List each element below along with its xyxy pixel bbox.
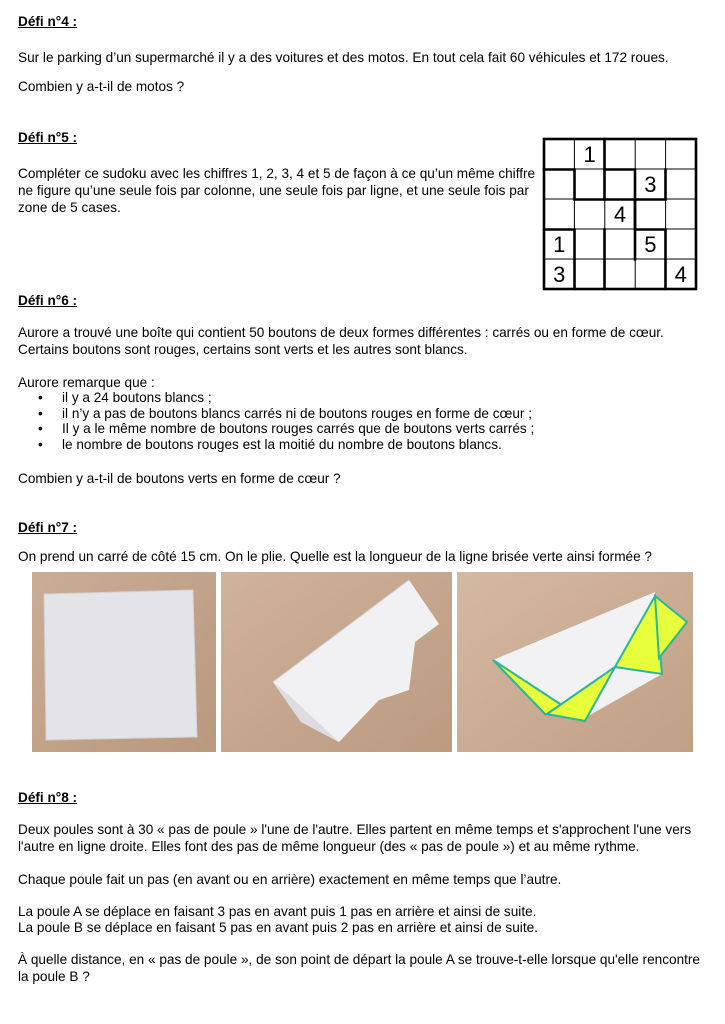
defi8-text2: Chaque poule fait un pas (en avant ou en arrière) exactement en même temps que l’autre. [18, 872, 562, 887]
defi8-text3b: La poule B se déplace en faisant 5 pas en avant puis 2 pas en arrière et ainsi de suite. [18, 920, 538, 935]
sudoku-cell-value: 1 [553, 232, 566, 257]
defi4-question: Combien y a-t-il de motos ? [18, 79, 185, 94]
defi8-text3a: La poule A se déplace en faisant 3 pas en avant puis 1 pas en arrière et ainsi de suite. [18, 904, 537, 919]
defi6-text: Aurore a trouvé une boîte qui contient 50 boutons de deux formes différentes : carrés ou en forme de cœur. Certains boutons sont rouges, certains sont verts et les autres sont blancs. [18, 325, 664, 357]
defi4-text: Sur le parking d’un supermarché il y a des voitures et des motos. En tout cela fait 60 véhicules et 172 roues. [18, 50, 669, 65]
list-item: • le nombre de boutons rouges est la moitié du nombre de boutons blancs. [18, 437, 708, 453]
defi7-title: Défi n°7 : [18, 520, 78, 535]
defi5-title: Défi n°5 : [18, 130, 78, 145]
defi6-remark: Aurore remarque que : [18, 375, 155, 390]
sudoku-cell-value: 1 [583, 142, 596, 167]
sudoku-cell-value: 5 [644, 232, 657, 257]
defi6-bullet-list [18, 390, 708, 452]
defi4-title: Défi n°4 : [18, 14, 78, 29]
defi5-text: Compléter ce sudoku avec les chiffres 1, 2, 3, 4 et 5 de façon à ce qu’un même chiffre ne figure qu’une seule fois par colonne, une seule fois par ligne, et une seule fois par zone de 5 cases. [18, 166, 536, 215]
defi8-question: À quelle distance, en « pas de poule », de son point de départ la poule A se trouve-t-elle lorsque qu'elle rencontre la poule B ? [18, 952, 700, 984]
list-item: • il y a 24 boutons blancs ; [18, 390, 708, 406]
list-item: • Il y a le même nombre de boutons rouges carrés que de boutons verts carrés ; [18, 421, 708, 437]
sudoku-grid [541, 137, 699, 291]
sudoku-cell-value: 4 [674, 262, 687, 287]
list-item: • il n’y a pas de boutons blancs carrés ni de boutons rouges en forme de cœur ; [18, 406, 708, 422]
defi6-question: Combien y a-t-il de boutons verts en forme de cœur ? [18, 471, 341, 486]
photo-square-paper [32, 572, 216, 752]
defi8-text1: Deux poules sont à 30 « pas de poule » l'une de l'autre. Elles partent en même temps et s'approchent l'une vers l'autre en ligne droite. Elles font des pas de même longueur (des « pas de poule ») et au même rythme. [18, 822, 692, 854]
defi7-text: On prend un carré de côté 15 cm. On le plie. Quelle est la longueur de la ligne brisée verte ainsi formée ? [18, 549, 652, 564]
sudoku-cell-value: 3 [553, 262, 566, 287]
sudoku-cell-value: 3 [644, 172, 657, 197]
defi8-title: Défi n°8 : [18, 790, 78, 805]
photo-folded-paper [221, 572, 452, 752]
photo-folded-paper-green-line [457, 572, 693, 752]
defi6-title: Défi n°6 : [18, 293, 78, 308]
sudoku-cell-value: 4 [613, 202, 627, 227]
